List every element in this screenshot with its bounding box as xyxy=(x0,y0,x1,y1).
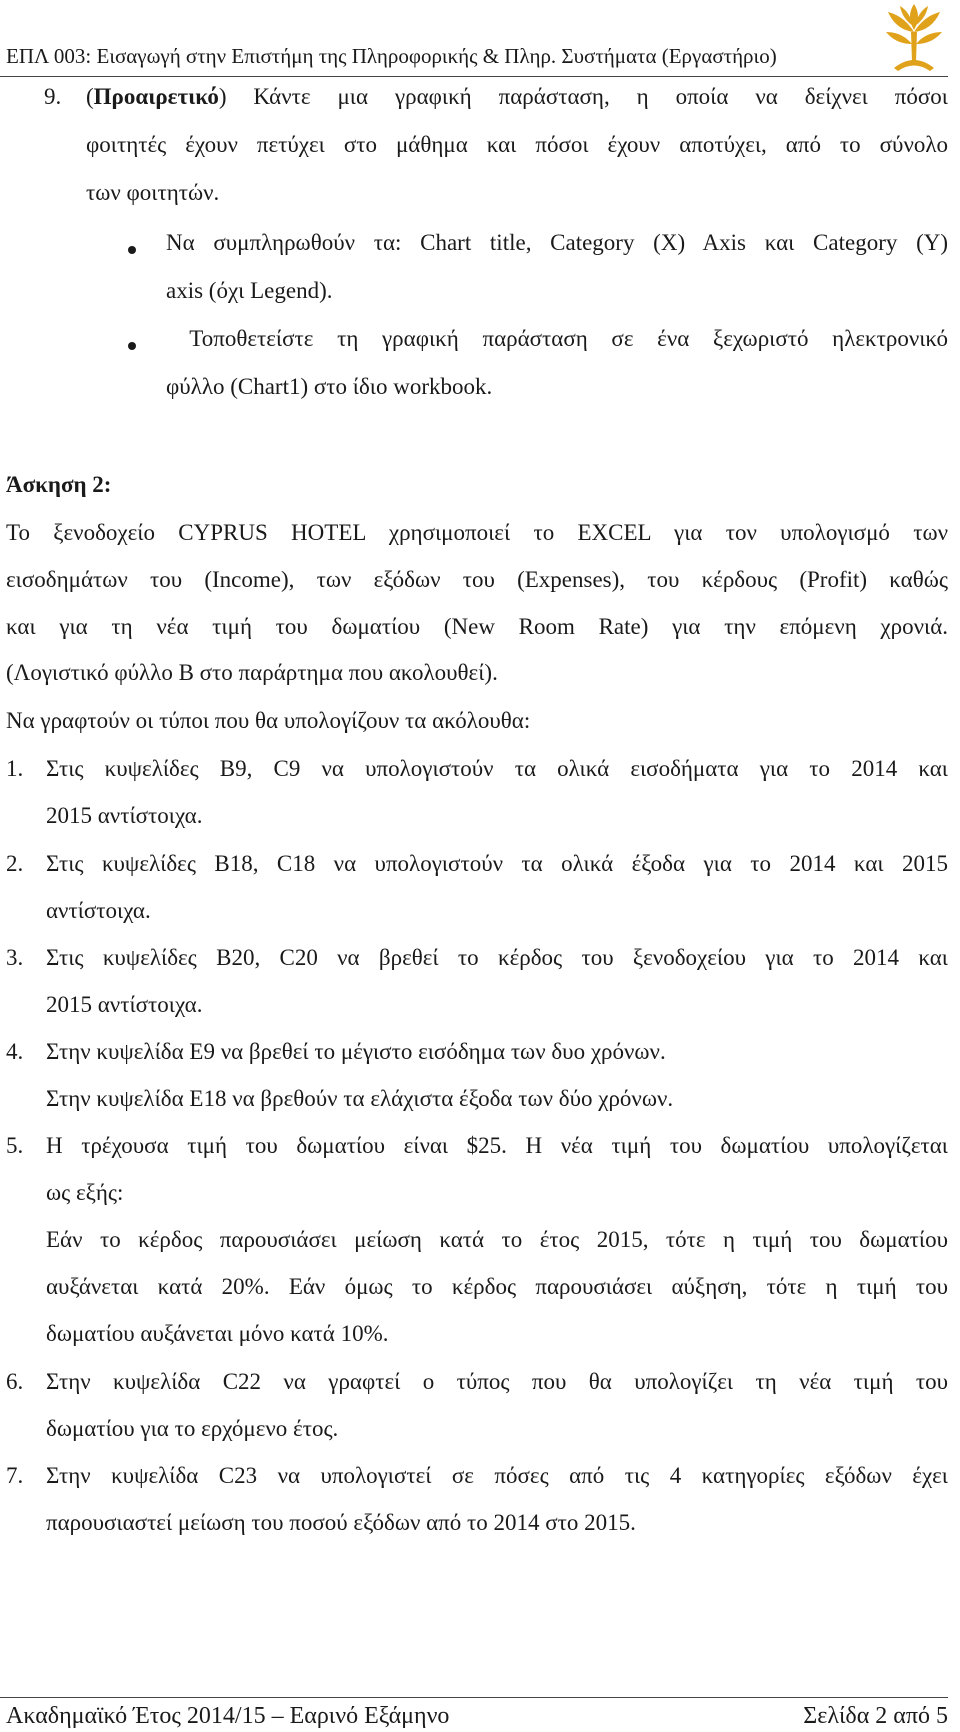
item-5-line-4: αυξάνεται κατά 20%. Εάν όμως το κέρδος παρουσιάσει αύξηση, τότε η τιμή του xyxy=(46,1274,948,1299)
item-3-line-2: 2015 αντίστοιχα. xyxy=(46,992,203,1017)
item-6-line-1: Στην κυψελίδα C22 να γραφτεί ο τύπος που θα υπολογίζει τη νέα τιμή του xyxy=(46,1369,948,1394)
item-6-line-2: δωματίου για το ερχόμενο έτος. xyxy=(46,1416,339,1441)
bullet-2-line-1: Τοποθετείστε τη γραφική παράσταση σε ένα ξεχωριστό ηλεκτρονικό xyxy=(166,326,948,351)
bullet-1-line-2: axis (όχι Legend). xyxy=(166,278,333,303)
header-divider xyxy=(0,76,948,77)
item-4-line-1: Στην κυψελίδα Ε9 να βρεθεί το μέγιστο εισόδημα των δυο χρόνων. xyxy=(46,1039,666,1064)
item-6-number: 6. xyxy=(6,1369,24,1394)
item-2-line-1: Στις κυψελίδες Β18, C18 να υπολογιστούν τα ολικά έξοδα για το 2014 και 2015 xyxy=(46,851,948,876)
question-9-number: 9. xyxy=(44,84,62,109)
bullet-icon xyxy=(128,342,136,350)
bullet-1-line-1: Να συμπληρωθούν τα: Chart title, Category (X) Axis και Category (Y) xyxy=(166,230,948,255)
item-7-line-1: Στην κυψελίδα C23 να υπολογιστεί σε πόσες από τις 4 κατηγορίες εξόδων έχει xyxy=(46,1463,948,1488)
item-3-number: 3. xyxy=(6,945,24,970)
page-header: ΕΠΛ 003: Εισαγωγή στην Επιστήμη της Πληροφορικής & Πληρ. Συστήματα (Εργαστήριο) xyxy=(6,44,777,68)
question-9-line-1: (Προαιρετικό) Κάντε μια γραφική παράσταση, η οποία να δείχνει πόσοι xyxy=(86,84,948,109)
item-1-line-1: Στις κυψελίδες Β9, C9 να υπολογιστούν τα ολικά εισοδήματα για το 2014 και xyxy=(46,756,948,781)
exercise-2-heading: Άσκηση 2: xyxy=(6,472,112,497)
footer-page-number: Σελίδα 2 από 5 xyxy=(803,1703,948,1729)
item-1-line-2: 2015 αντίστοιχα. xyxy=(46,803,203,828)
university-logo-icon xyxy=(876,2,952,74)
item-7-number: 7. xyxy=(6,1463,24,1488)
item-3-line-1: Στις κυψελίδες Β20, C20 να βρεθεί το κέρδος του ξενοδοχείου για το 2014 και xyxy=(46,945,948,970)
item-5-number: 5. xyxy=(6,1133,24,1158)
item-5-line-1: Η τρέχουσα τιμή του δωματίου είναι $25. Η νέα τιμή του δωματίου υπολογίζεται xyxy=(46,1133,948,1158)
intro-line-5: Να γραφτούν οι τύποι που θα υπολογίζουν τα ακόλουθα: xyxy=(6,708,531,733)
intro-line-3: και για τη νέα τιμή του δωματίου (New Room Rate) για την επόμενη χρονιά. xyxy=(6,614,948,639)
item-5-line-2: ως εξής: xyxy=(46,1180,124,1205)
optional-label: Προαιρετικό xyxy=(93,84,219,109)
intro-line-1: Το ξενοδοχείο CYPRUS HOTEL χρησιμοποιεί το EXCEL για τον υπολογισμό των xyxy=(6,520,948,545)
footer-divider xyxy=(0,1697,948,1698)
question-9-line-3: των φοιτητών. xyxy=(86,180,220,205)
item-5-line-3: Εάν το κέρδος παρουσιάσει μείωση κατά το έτος 2015, τότε η τιμή του δωματίου xyxy=(46,1227,948,1252)
item-5-line-5: δωματίου αυξάνεται μόνο κατά 10%. xyxy=(46,1321,389,1346)
item-7-line-2: παρουσιαστεί μείωση του ποσού εξόδων από το 2014 στο 2015. xyxy=(46,1510,636,1535)
question-9-line-2: φοιτητές έχουν πετύχει στο μάθημα και πόσοι έχουν αποτύχει, από το σύνολο xyxy=(86,132,948,157)
footer-academic-year: Ακαδημαϊκό Έτος 2014/15 – Εαρινό Εξάμηνο xyxy=(6,1703,450,1729)
bullet-2-line-2: φύλλο (Chart1) στο ίδιο workbook. xyxy=(166,374,493,399)
intro-line-4: (Λογιστικό φύλλο Β στο παράρτημα που ακολουθεί). xyxy=(6,660,498,685)
item-2-line-2: αντίστοιχα. xyxy=(46,898,151,923)
bullet-icon xyxy=(128,246,136,254)
item-4-line-2: Στην κυψελίδα Ε18 να βρεθούν τα ελάχιστα έξοδα των δύο χρόνων. xyxy=(46,1086,674,1111)
item-2-number: 2. xyxy=(6,851,24,876)
item-1-number: 1. xyxy=(6,756,24,781)
intro-line-2: εισοδημάτων του (Income), των εξόδων του (Expenses), του κέρδους (Profit) καθώς xyxy=(6,567,948,592)
item-4-number: 4. xyxy=(6,1039,24,1064)
